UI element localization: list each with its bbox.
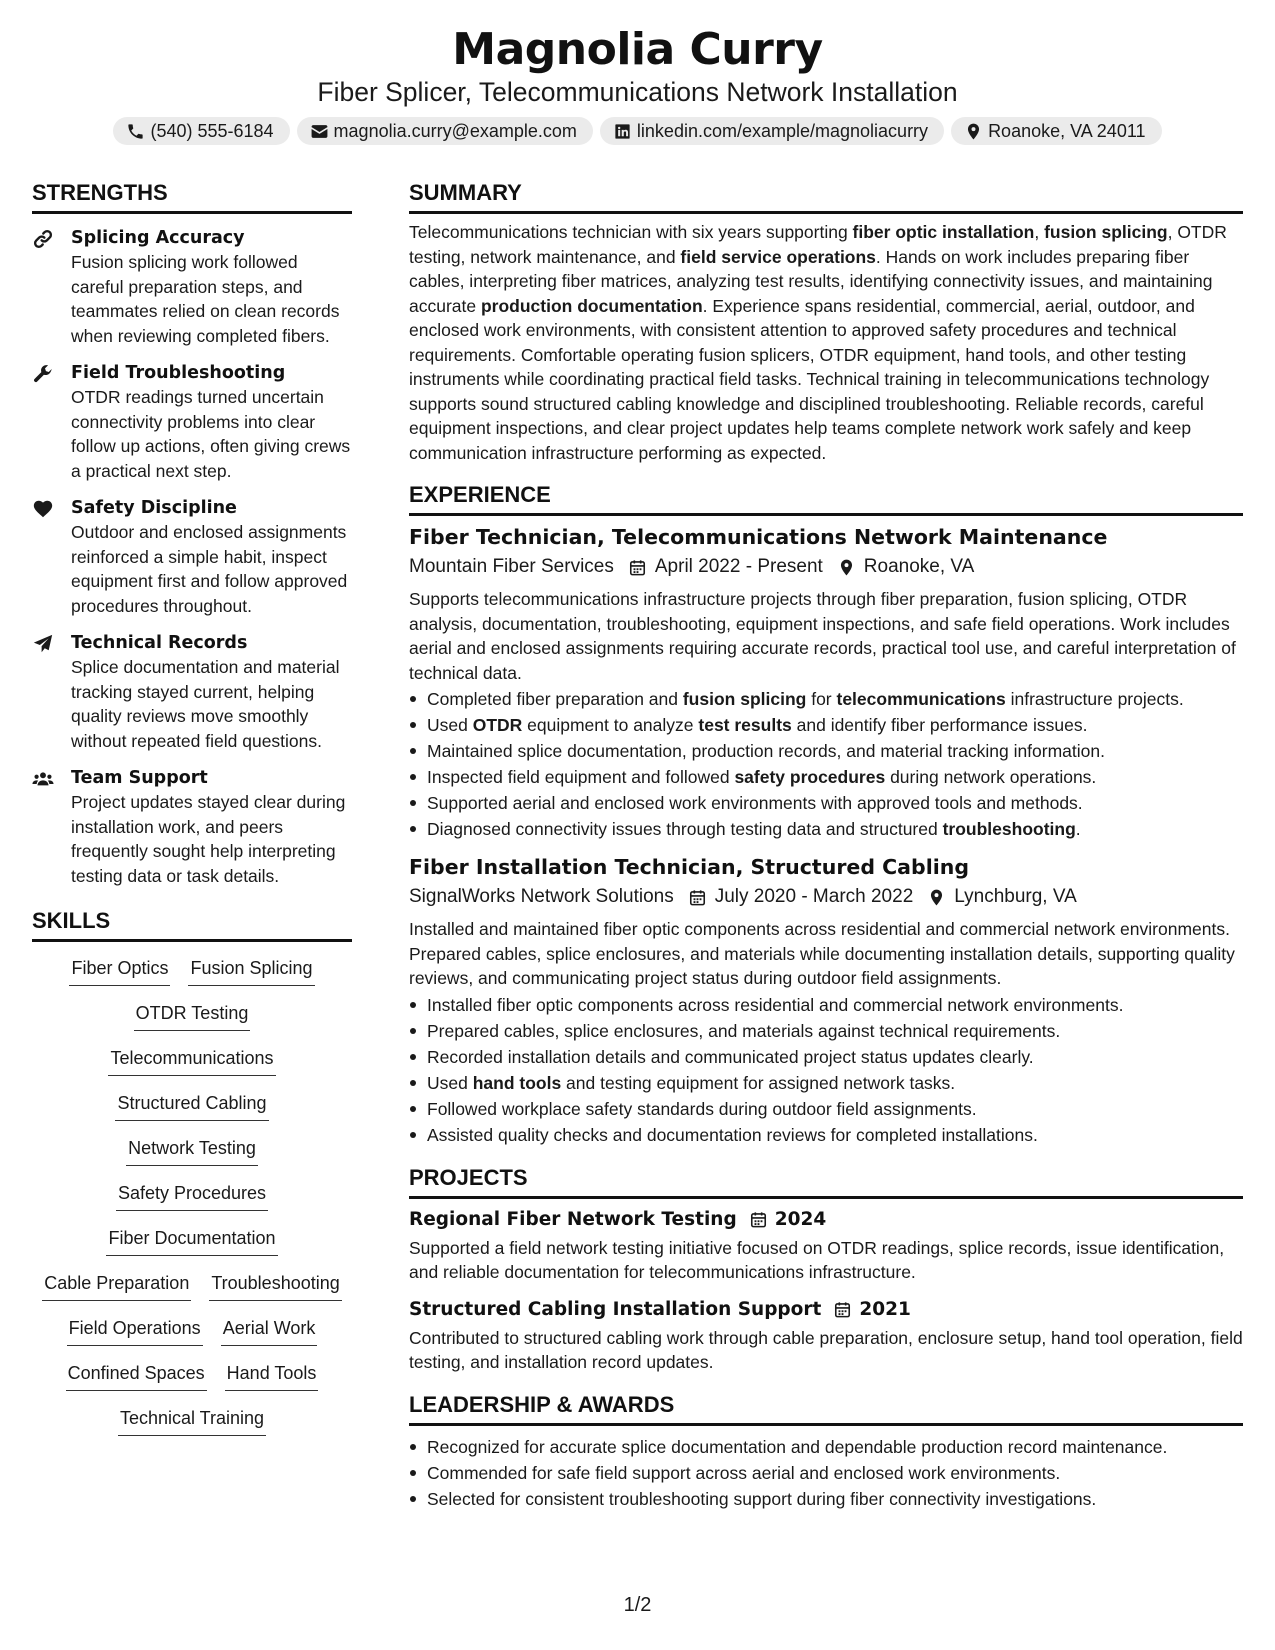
- project-title: Structured Cabling Installation Support: [409, 1298, 822, 1320]
- skill-tag: Technical Training: [118, 1406, 266, 1436]
- company-name: SignalWorks Network Solutions: [409, 886, 674, 907]
- skill-row: [32, 1181, 352, 1226]
- job-location: Lynchburg, VA: [954, 886, 1077, 907]
- contact-email[interactable]: [297, 117, 593, 145]
- skill-tag: Structured Cabling: [115, 1091, 268, 1121]
- project-description: Supported a field network testing initiative focused on OTDR readings, splice records, issue identification, and reliable documentation for telecommunications infrastructure.: [409, 1237, 1225, 1282]
- calendar-icon: [737, 1210, 775, 1229]
- contact-bar: [0, 117, 1275, 145]
- contact-phone[interactable]: [113, 117, 289, 145]
- skill-tag: Telecommunications: [108, 1046, 275, 1076]
- project-entry: [409, 1205, 1243, 1285]
- skill-tag: Confined Spaces: [66, 1361, 207, 1391]
- strength-title: Technical Records: [71, 633, 248, 653]
- project-header: [409, 1295, 1243, 1325]
- job-bullet: Assisted quality checks and documentation reviews for completed installations.: [409, 1122, 1243, 1148]
- award-item: Selected for consistent troubleshooting support during fiber connectivity investigations.: [409, 1486, 1243, 1512]
- job-bullet: Supported aerial and enclosed work environments with approved tools and methods.: [409, 790, 1243, 816]
- strength-item: [32, 631, 352, 753]
- skill-tag: Hand Tools: [225, 1361, 319, 1391]
- map-pin-icon: [913, 888, 954, 907]
- skill-tag: Network Testing: [126, 1136, 258, 1166]
- strength-desc: Splice documentation and material tracking stayed current, helping quality reviews move smoothly without repeated field questions.: [71, 657, 340, 751]
- strength-desc: Project updates stayed clear during installation work, and peers frequently sought help interpreting testing data or task details.: [71, 792, 346, 886]
- strength-title: Safety Discipline: [71, 498, 237, 518]
- job-bullet: Installed fiber optic components across residential and commercial network environments.: [409, 992, 1243, 1018]
- job-dates: April 2022 - Present: [654, 556, 823, 577]
- job-meta: [409, 882, 1243, 912]
- strength-item: [32, 361, 352, 483]
- summary-heading: SUMMARY: [409, 180, 1243, 214]
- strength-title: Splicing Accuracy: [71, 228, 245, 248]
- phone-icon: [126, 122, 145, 141]
- strength-title: Team Support: [71, 768, 208, 788]
- job-title: Fiber Installation Technician, Structured Cabling: [409, 855, 970, 879]
- job-description: Installed and maintained fiber optic components across residential and commercial network environments. Prepared cables, splice enclosures, and materials while documenting installation details, supporting quality reviews, and communicating project status during outdoor field assignments.: [409, 919, 1235, 988]
- skills-section: [32, 908, 352, 1451]
- skill-row: [32, 1136, 352, 1181]
- contact-text: linkedin.com/example/magnoliacurry: [636, 120, 929, 141]
- job-bullet: Prepared cables, splice enclosures, and materials against technical requirements.: [409, 1018, 1243, 1044]
- skills-list: [32, 956, 352, 1451]
- job-meta: [409, 552, 1243, 582]
- award-item: Recognized for accurate splice documentation and dependable production record maintenance.: [409, 1434, 1243, 1460]
- calendar-icon: [821, 1300, 859, 1319]
- contact-text: magnolia.curry@example.com: [333, 120, 577, 141]
- project-header: [409, 1205, 1243, 1235]
- skill-row: [32, 1001, 352, 1046]
- project-description: Contributed to structured cabling work through cable preparation, enclosure setup, hand tool operation, field testing, and installation record updates.: [409, 1327, 1243, 1372]
- heart-icon: [32, 498, 54, 520]
- skill-tag: Cable Preparation: [42, 1271, 191, 1301]
- job-entry: [409, 852, 1243, 1148]
- right-column: [409, 180, 1243, 1512]
- project-entry: [409, 1295, 1243, 1375]
- candidate-name: Magnolia Curry: [452, 24, 823, 75]
- strength-desc: OTDR readings turned uncertain connectivity problems into clear follow up actions, often giving crews a practical next step.: [71, 387, 351, 481]
- skill-tag: Fiber Optics: [69, 956, 170, 986]
- job-bullets: [409, 686, 1243, 842]
- skill-tag: Fusion Splicing: [188, 956, 314, 986]
- calendar-icon: [614, 558, 655, 577]
- job-bullet: Maintained splice documentation, production records, and material tracking information.: [409, 738, 1243, 764]
- projects-heading: PROJECTS: [409, 1165, 1243, 1199]
- project-title: Regional Fiber Network Testing: [409, 1208, 737, 1230]
- link-icon: [32, 228, 54, 250]
- strengths-list: [32, 226, 352, 888]
- skill-tag: OTDR Testing: [134, 1001, 251, 1031]
- experience-heading: EXPERIENCE: [409, 482, 1243, 516]
- project-year: 2021: [859, 1298, 911, 1320]
- strength-item: [32, 766, 352, 888]
- awards-heading: LEADERSHIP & AWARDS: [409, 1392, 1243, 1426]
- job-bullets: [409, 992, 1243, 1148]
- contact-text: Roanoke, VA 24011: [988, 120, 1146, 141]
- skill-row: [32, 1271, 352, 1316]
- candidate-title: Fiber Splicer, Telecommunications Network Installation: [317, 77, 958, 107]
- job-description: Supports telecommunications infrastructure projects through fiber preparation, fusion splicing, OTDR analysis, documentation, troubleshooting, equipment inspections, and safe field operations. Work includes aerial and enclosed assignments requiring accurate records, practical tool use, and careful interpretation of technical data.: [409, 589, 1236, 683]
- job-dates: July 2020 - March 2022: [714, 886, 914, 907]
- strengths-heading: STRENGTHS: [32, 180, 352, 214]
- map-pin-icon: [823, 558, 864, 577]
- skills-heading: SKILLS: [32, 908, 352, 942]
- job-bullet: Diagnosed connectivity issues through testing data and structured troubleshooting.: [409, 816, 1243, 842]
- job-entry: [409, 522, 1243, 842]
- skill-row: [32, 1406, 352, 1451]
- resume-header: [0, 22, 1275, 145]
- skill-tag: Fiber Documentation: [106, 1226, 277, 1256]
- job-title: Fiber Technician, Telecommunications Network Maintenance: [409, 525, 1108, 549]
- strength-desc: Outdoor and enclosed assignments reinforced a simple habit, inspect equipment first and follow approved procedures throughout.: [71, 522, 348, 616]
- linkedin-icon: [613, 122, 632, 141]
- awards-list: [409, 1434, 1243, 1512]
- skill-row: [32, 1046, 352, 1091]
- skill-tag: Field Operations: [67, 1316, 203, 1346]
- skill-tag: Troubleshooting: [209, 1271, 341, 1301]
- envelope-icon: [310, 122, 329, 141]
- contact-location[interactable]: [951, 117, 1161, 145]
- users-icon: [32, 768, 54, 790]
- job-bullet: Used OTDR equipment to analyze test results and identify fiber performance issues.: [409, 712, 1243, 738]
- project-year: 2024: [774, 1208, 827, 1230]
- skill-row: [32, 1091, 352, 1136]
- left-column: [32, 180, 352, 1451]
- job-bullet: Inspected field equipment and followed safety procedures during network operations.: [409, 764, 1243, 790]
- strength-item: [32, 496, 352, 618]
- job-bullet: Followed workplace safety standards during outdoor field assignments.: [409, 1096, 1243, 1122]
- strength-item: [32, 226, 352, 348]
- award-item: Commended for safe field support across aerial and enclosed work environments.: [409, 1460, 1243, 1486]
- company-name: Mountain Fiber Services: [409, 556, 614, 577]
- contact-linkedin[interactable]: [600, 117, 944, 145]
- page-number: 1/2: [623, 1594, 652, 1616]
- strength-title: Field Troubleshooting: [71, 363, 286, 383]
- skill-row: [32, 1226, 352, 1271]
- job-bullet: Used hand tools and testing equipment for assigned network tasks.: [409, 1070, 1243, 1096]
- skill-row: [32, 1361, 352, 1406]
- wrench-icon: [32, 363, 54, 385]
- job-location: Roanoke, VA: [863, 556, 975, 577]
- job-bullet: Completed fiber preparation and fusion splicing for telecommunications infrastructure projects.: [409, 686, 1243, 712]
- skill-tag: Aerial Work: [221, 1316, 318, 1346]
- calendar-icon: [674, 888, 715, 907]
- map-pin-icon: [964, 122, 983, 141]
- strength-desc: Fusion splicing work followed careful preparation steps, and teammates relied on clean records when reviewing completed fibers.: [71, 252, 340, 346]
- skill-row: [32, 1316, 352, 1361]
- skill-tag: Safety Procedures: [116, 1181, 268, 1211]
- job-bullet: Recorded installation details and communicated project status updates clearly.: [409, 1044, 1243, 1070]
- skill-row: [32, 956, 352, 1001]
- contact-text: (540) 555-6184: [150, 120, 274, 141]
- summary-text: Telecommunications technician with six years supporting fiber optic installation, fusion splicing, OTDR testing, network maintenance, and field service operations. Hands on work includes preparing fiber cables, interpreting fiber matrices, analyzing test results, identifying connectivity issues, and maintaining accurate production documentation. Experience spans residential, commercial, aerial, outdoor, and enclosed work environments, with consistent attention to approved safety procedures and technical requirements. Comfortable operating fusion splicers, OTDR equipment, hand tools, and other testing instruments while coordinating practical field tasks. Technical training in telecommunications technology supports sound structured cabling knowledge and disciplined troubleshooting. Reliable records, careful equipment inspections, and clear project updates help teams complete network work safely and keep communication infrastructure performing as expected.: [409, 222, 1227, 463]
- paper-plane-icon: [32, 633, 54, 655]
